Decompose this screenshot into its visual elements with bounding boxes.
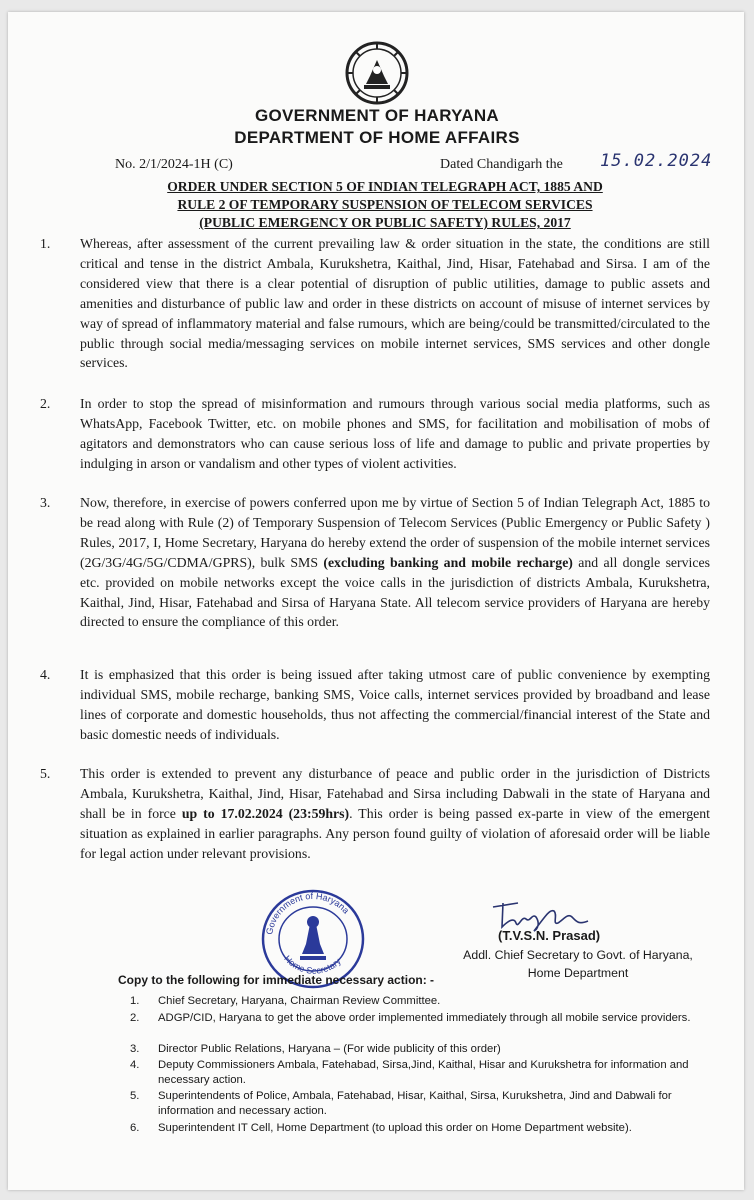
signatory-title-line-1: Addl. Chief Secretary to Govt. of Haryana,: [463, 948, 693, 962]
order-title-line-2: RULE 2 OF TEMPORARY SUSPENSION OF TELECOM SERVICES: [177, 197, 593, 212]
copy-list-item: [130, 1011, 718, 1026]
dated-label: Dated Chandigarh the: [440, 157, 563, 172]
copy-item-text: Superintendent IT Cell, Home Department (to upload this order on Home Department website).: [158, 1122, 632, 1134]
copy-item-text: Superintendents of Police, Ambala, Fatehabad, Hisar, Kaithal, Sirsa, Kurukshetra, Jind and Dabwali for information and necessary action.: [158, 1090, 672, 1117]
signatory-title: [448, 946, 708, 982]
order-title: [120, 178, 650, 232]
paragraph-2: [40, 394, 710, 474]
copy-item-text: Deputy Commissioners Ambala, Fatehabad, Sirsa,Jind, Kaithal, Hisar and Kurukshetra for information and necessary action.: [158, 1059, 689, 1086]
reference-number: No. 2/1/2024-1H (C): [115, 157, 233, 172]
order-title-line-3: (PUBLIC EMERGENCY OR PUBLIC SAFETY) RULES, 2017: [199, 215, 571, 230]
copy-list-item: [130, 1058, 718, 1088]
copy-item-text: Chief Secretary, Haryana, Chairman Review Committee.: [158, 995, 441, 1007]
paragraph-1: [40, 234, 710, 373]
paragraph-number: 5.: [40, 766, 51, 781]
svg-text:Home Secretary: Home Secretary: [282, 953, 343, 976]
paragraph-bold-text: up to 17.02.2024 (23:59hrs): [181, 805, 350, 821]
signatory-title-line-2: Home Department: [527, 966, 629, 980]
order-title-line-1: ORDER UNDER SECTION 5 OF INDIAN TELEGRAPH ACT, 1885 AND: [167, 179, 603, 194]
paragraph-text: Now, therefore, in exercise of powers conferred upon me by virtue of Section 5 of Indian Telegraph Act, 1885 to be read along with Rule (2) of Temporary Suspension of Telecom Services (Public Emergency or Public Safety ) Rules, 2017, I, Home Secretary, Haryana do hereby extend the order of suspension of the mobile internet services (2G/3G/4G/5G/CDMA/GPRS), bulk SMS: [80, 495, 710, 570]
copy-list-item: [130, 1089, 718, 1119]
copy-item-number: 6.: [130, 1122, 140, 1134]
paragraph-number: 2.: [40, 396, 51, 411]
paragraph-text: Whereas, after assessment of the current prevailing law & order situation in the state, the conditions are still critical and tense in the district Ambala, Kurukshetra, Kaithal, Jind, Hisar, Fatehabad and Sirsa. I am of the considered view that there is a clear potential of disruption of public utilities, damage to public assets and amenities and disturbance of public law and order in these districts on account of misuse of internet services by way of spread of inflammatory material and false rumours, which are being/could be transmitted/circulated to the public through social media/messaging services on mobile internet services, SMS services and other dongle services.: [80, 236, 710, 371]
signatory-name: (T.V.S.N. Prasad): [498, 928, 601, 943]
haryana-emblem-icon: [344, 40, 410, 106]
paragraph-text-cont: and all dongle services etc. provided on mobile networks except the voice calls in the jurisdiction of districts Ambala, Kurukshetra, Kaithal, Jind, Hisar, Fatehabad and Sirsa of Haryana State. All telecom service providers of Haryana are hereby directed to ensure the compliance of this order.: [80, 554, 711, 630]
paragraph-text: In order to stop the spread of misinformation and rumours through various social media platforms, such as WhatsApp, Facebook Twitter, etc. on mobile phones and SMS, for facilitation and mobilisation of mobs of agitators and demonstrators who can cause serious loss of life and damage to public and private properties by indulging in arson or vandalism and other types of violent activities.: [80, 396, 710, 471]
paragraph-text: This order is extended to prevent any disturbance of peace and public order in the jurisdiction of Districts Ambala, Kurukshetra, Kaithal, Jind, Hisar, Fatehabad and Sirsa including Dabwali in the state of Haryana and shall be in force: [80, 766, 710, 821]
paragraph-3: [40, 493, 711, 632]
handwritten-date: 15.02.2024: [600, 151, 713, 171]
copy-list-item: [130, 994, 718, 1009]
copy-list-item: [130, 1042, 718, 1057]
copy-item-number: 2.: [130, 1012, 140, 1024]
svg-text:Government of Haryana: Government of Haryana: [264, 890, 352, 936]
paragraph-bold-text: (excluding banking and mobile recharge): [323, 554, 573, 570]
copy-item-text: ADGP/CID, Haryana to get the above order implemented immediately through all mobile service providers.: [158, 1012, 691, 1024]
copy-item-text: Director Public Relations, Haryana – (For wide publicity of this order): [158, 1043, 501, 1055]
copy-to-heading: Copy to the following for immediate necessary action: -: [118, 973, 435, 987]
paragraph-number: 4.: [40, 667, 51, 682]
copy-item-number: 1.: [130, 995, 140, 1007]
copy-item-number: 5.: [130, 1090, 140, 1102]
paragraph-4: [40, 665, 710, 745]
department-heading: DEPARTMENT OF HOME AFFAIRS: [234, 128, 520, 147]
copy-item-number: 3.: [130, 1043, 140, 1055]
copy-list-item: [130, 1121, 718, 1136]
paragraph-text-cont: . This order is being passed ex-parte in view of the emergent situation as explained in earlier paragraphs. Any person found guilty of violation of aforesaid order will be liable for legal action under relevant provisions.: [80, 805, 710, 861]
copy-item-number: 4.: [130, 1059, 140, 1071]
paragraph-number: 1.: [40, 236, 51, 251]
paragraph-number: 3.: [40, 495, 51, 510]
paragraph-text: It is emphasized that this order is being issued after taking utmost care of public convenience by exempting individual SMS, mobile recharge, banking SMS, Voice calls, internet services provided by broadband and lease lines of corporate and domestic households, thus not affecting the commercial/financial interest of the State and basic domestic needs of individuals.: [80, 667, 710, 742]
paragraph-5: [40, 764, 710, 864]
government-heading: GOVERNMENT OF HARYANA: [254, 106, 499, 125]
